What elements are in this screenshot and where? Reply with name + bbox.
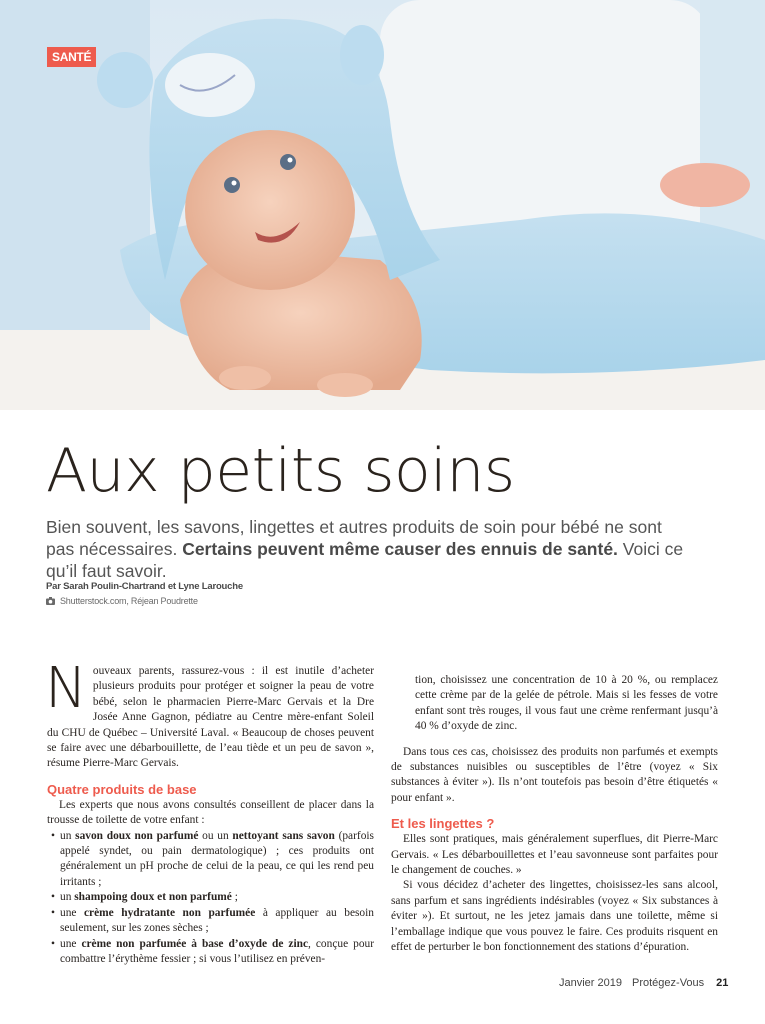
intro-paragraph: [45, 656, 374, 772]
products-intro: Les experts que nous avons consultés conseillent de placer dans la trousse de toilette de votre enfant :: [47, 798, 374, 827]
byline: Par Sarah Poulin-Chartrand et Lyne Larouche: [46, 581, 243, 592]
page-number: 21: [716, 977, 729, 989]
list-item-continuation: tion, choisissez une concentration de 10 à 20 %, ou remplacez cette crème par de la gelée de pétrole. Mais si les fesses de votre enfant sont très rouges, il vous faut une crème renfermant jusqu’à 40 % d’oxyde de zinc.: [415, 674, 718, 733]
photo-credit-text: Shutterstock.com, Réjean Poudrette: [60, 596, 198, 606]
column-left: [45, 656, 375, 967]
list-item: • un shampoing doux et non parfumé ;: [60, 890, 374, 905]
wipes-paragraph-1: Elles sont pratiques, mais généralement superflues, dit Pierre-Marc Gervais. « Les débarbouillettes et l’eau savonneuse sont parfaites pour le changement de couches. »: [391, 833, 718, 877]
magazine-name: Protégez-Vous: [632, 977, 705, 989]
hero-photo: [0, 0, 765, 410]
issue-date: Janvier 2019: [559, 977, 622, 989]
page-footer: [559, 977, 728, 989]
wipes-paragraph-2: Si vous décidez d’acheter des lingettes, choisissez-les sans alcool, sans parfum et sans ingrédients indésirables (voyez « Six substances à éviter »). Et surtout, ne les jetez jamais dans une toilette, même si l’emballage indique que vous pouvez le faire. Ces produits risquent en effet de perturber le bon fonctionnement des stations d’épuration.: [391, 879, 718, 954]
article-lede: [46, 516, 686, 582]
products-closing: Dans tous ces cas, choisissez des produits non parfumés et exempts de substances nuisibles ou susceptibles de l’être (voyez « Six substances à éviter »). Ils n’ont toutefois pas besoin d’être étiquetés « pour enfant ».: [391, 745, 718, 804]
list-item: • une crème hydratante non parfumée à appliquer au besoin seulement, sur les zones sèches ;: [60, 906, 374, 937]
column-right: [391, 673, 718, 956]
list-item: • un savon doux non parfumé ou un nettoyant sans savon (parfois appelé syndet, ou pain dermatologique) ; ces produits ont généralement un pH proche de celui de la peau, ce qui les rend peu irritants ;: [60, 829, 374, 891]
section-heading-wipes: Et les lingettes ?: [391, 816, 495, 832]
intro-text: ouveaux parents, rassurez-vous : il est inutile d’acheter plusieurs produits pour protéger et soigner la peau de votre bébé, selon le pharmacien Pierre-Marc Gervais et la Dre Josée Anne Gagnon, pédiatre au Centre mère-enfant Soleil du CHU de Québec – Université Laval. « Beaucoup de choses peuvent se faire avec une débarbouillette, de l’eau tiède et un peu de savon », résume Pierre-Marc Gervais.: [47, 665, 374, 770]
lede-text-2: Voici ce qu’il faut savoir.: [46, 539, 684, 581]
products-list: [47, 829, 374, 968]
list-item: • une crème non parfumée à base d’oxyde de zinc, conçue pour combattre l’érythème fessier ; si vous l’utilisez en préven-: [60, 937, 374, 968]
drop-cap: N: [45, 656, 87, 721]
camera-icon: [46, 597, 55, 605]
photo-credit: [46, 596, 198, 606]
lede-text-1: Bien souvent, les savons, lingettes et autres produits de soin pour bébé ne sont pas nécessaires.: [46, 517, 662, 559]
baby-illustration: [0, 0, 765, 410]
article-title: Aux petits soins: [46, 436, 515, 506]
lede-bold: Certains peuvent même causer des ennuis de santé.: [182, 539, 618, 559]
section-tag: SANTÉ: [47, 47, 96, 67]
section-heading-products: Quatre produits de base: [47, 781, 197, 797]
